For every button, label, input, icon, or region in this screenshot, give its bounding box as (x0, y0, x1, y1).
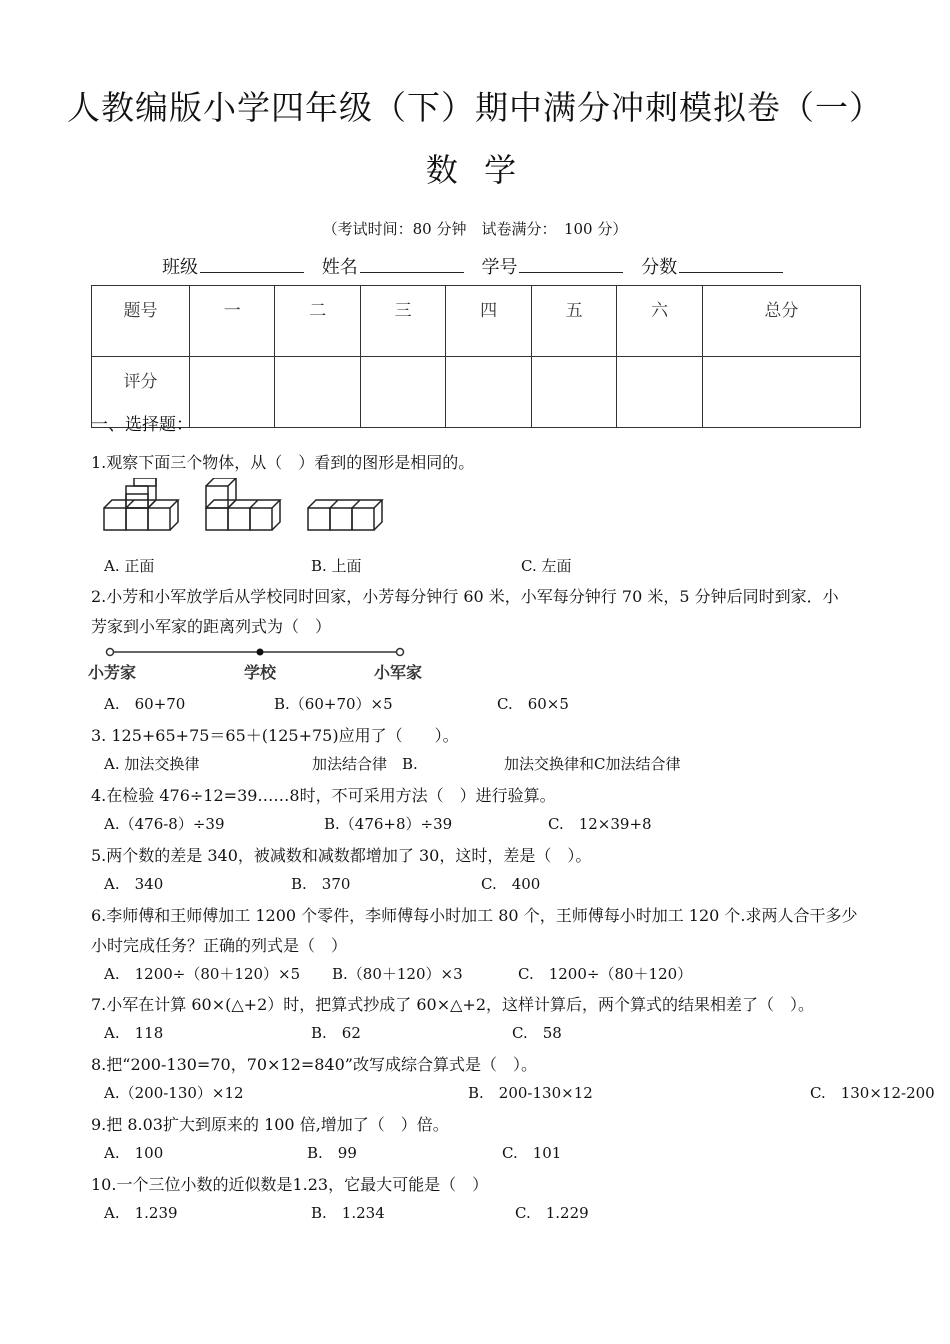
option-a[interactable]: A. 正面 (104, 557, 155, 575)
option-b[interactable]: B.（476+8）÷39 (324, 815, 453, 833)
question-6-stem-line2: 小时完成任务？正确的列式是（ ） (91, 936, 348, 955)
home-point-left (107, 649, 114, 656)
home-point-right (397, 649, 404, 656)
option-a[interactable]: A. 加法交换律 (104, 755, 200, 773)
option-c[interactable]: C. 130×12-200 (810, 1084, 935, 1102)
cube-figures (100, 478, 390, 538)
cube-figure-3 (308, 500, 382, 530)
school-point (257, 649, 264, 656)
option-a[interactable]: A.（476-8）÷39 (104, 815, 225, 833)
name-blank[interactable] (360, 258, 464, 273)
score-cell[interactable] (360, 357, 445, 428)
label-xiaojun-home: 小军家 (374, 663, 423, 682)
option-c[interactable]: C. 1.229 (515, 1204, 589, 1222)
score-cell[interactable] (446, 357, 531, 428)
option-a[interactable]: A. 1200÷（80＋120）×5 (104, 965, 301, 983)
question-1-stem: 1.观察下面三个物体，从（ ）看到的图形是相同的。 (91, 453, 475, 472)
table-cell: 三 (360, 286, 445, 357)
option-c[interactable]: C. 1200÷（80＋120） (518, 965, 693, 983)
score-cell[interactable] (190, 357, 275, 428)
question-9-stem: 9.把 8.03扩大到原来的 100 倍,增加了（ ）倍。 (91, 1115, 449, 1134)
name-field[interactable]: 姓名 (322, 257, 464, 278)
option-b[interactable]: 加法结合律 B. (312, 755, 418, 773)
section-title: 一、选择题： (91, 415, 193, 435)
question-8-stem: 8.把“200-130=70，70×12=840”改写成综合算式是（ ）。 (91, 1055, 537, 1074)
score-blank[interactable] (679, 258, 783, 273)
option-a[interactable]: A.（200-130）×12 (104, 1084, 244, 1102)
table-cell: 总分 (702, 286, 860, 357)
cube-figure-2 (206, 478, 280, 530)
option-b[interactable]: B. 370 (291, 875, 351, 893)
option-a[interactable]: A. 118 (104, 1024, 164, 1042)
score-field[interactable]: 分数 (641, 257, 783, 278)
option-b[interactable]: B. 62 (311, 1024, 361, 1042)
option-c[interactable]: C. 左面 (521, 557, 572, 575)
exam-info: （考试时间：80 分钟 试卷满分： 100 分） (322, 220, 628, 238)
question-10-stem: 10.一个三位小数的近似数是1.23，它最大可能是（ ） (91, 1175, 489, 1194)
table-cell: 四 (446, 286, 531, 357)
option-a[interactable]: A. 340 (104, 875, 164, 893)
table-row (92, 286, 861, 357)
option-a[interactable]: A. 60+70 (104, 695, 186, 713)
table-cell: 评分 (92, 357, 190, 428)
table-cell: 题号 (92, 286, 190, 357)
option-c[interactable]: C. 400 (481, 875, 541, 893)
student-fields (162, 253, 795, 279)
question-5-stem: 5.两个数的差是 340，被减数和减数都增加了 30，这时，差是（ ）。 (91, 846, 592, 865)
score-cell[interactable] (531, 357, 616, 428)
question-4-stem: 4.在检验 476÷12=39……8时，不可采用方法（ ）进行验算。 (91, 786, 556, 805)
option-c[interactable]: C. 60×5 (497, 695, 569, 713)
option-c[interactable]: C. 101 (502, 1144, 562, 1162)
class-blank[interactable] (200, 258, 304, 273)
table-cell: 六 (617, 286, 702, 357)
question-7-stem: 7.小军在计算 60×(△+2）时，把算式抄成了 60×△+2，这样计算后，两个算式的结果相差了（ ）。 (91, 995, 814, 1014)
score-cell[interactable] (702, 357, 860, 428)
option-a[interactable]: A. 1.239 (104, 1204, 178, 1222)
question-2-stem-line2: 芳家到小军家的距离列式为（ ） (91, 617, 332, 636)
option-c[interactable]: C. 58 (512, 1024, 562, 1042)
table-row (92, 357, 861, 428)
option-b[interactable]: B.（60+70）×5 (274, 695, 393, 713)
option-b[interactable]: B. 99 (307, 1144, 357, 1162)
option-a[interactable]: A. 100 (104, 1144, 164, 1162)
question-3-stem: 3. 125+65+75＝65＋(125+75)应用了（ ）。 (91, 726, 459, 745)
option-b[interactable]: B. 1.234 (311, 1204, 385, 1222)
score-cell[interactable] (617, 357, 702, 428)
label-school: 学校 (244, 663, 277, 682)
option-b[interactable]: B.（80＋120）×3 (332, 965, 463, 983)
score-cell[interactable] (275, 357, 360, 428)
cube-figure-1 (104, 478, 178, 530)
distance-line-diagram (88, 640, 428, 660)
question-2-stem-line1: 2.小芳和小军放学后从学校同时回家，小芳每分钟行 60 米，小军每分钟行 70 米，5 分钟后同时到家．小 (91, 587, 839, 606)
score-table (91, 285, 861, 428)
option-c[interactable]: 加法交换律和C加法结合律 (504, 755, 681, 773)
table-cell: 二 (275, 286, 360, 357)
question-6-stem-line1: 6.李师傅和王师傅加工 1200 个零件，李师傅每小时加工 80 个，王师傅每小时加工 120 个.求两人合干多少 (91, 906, 858, 925)
subject-title: 数 学 (425, 151, 525, 189)
student-id-blank[interactable] (519, 258, 623, 273)
option-b[interactable]: B. 200-130×12 (468, 1084, 593, 1102)
label-xiaofang-home: 小芳家 (88, 663, 137, 682)
page-title: 人教编版小学四年级（下）期中满分冲刺模拟卷（一） (67, 88, 883, 127)
table-cell: 一 (190, 286, 275, 357)
class-field[interactable]: 班级 (162, 257, 304, 278)
table-cell: 五 (531, 286, 616, 357)
option-c[interactable]: C. 12×39+8 (548, 815, 652, 833)
option-b[interactable]: B. 上面 (311, 557, 362, 575)
student-id-field[interactable]: 学号 (481, 257, 623, 278)
